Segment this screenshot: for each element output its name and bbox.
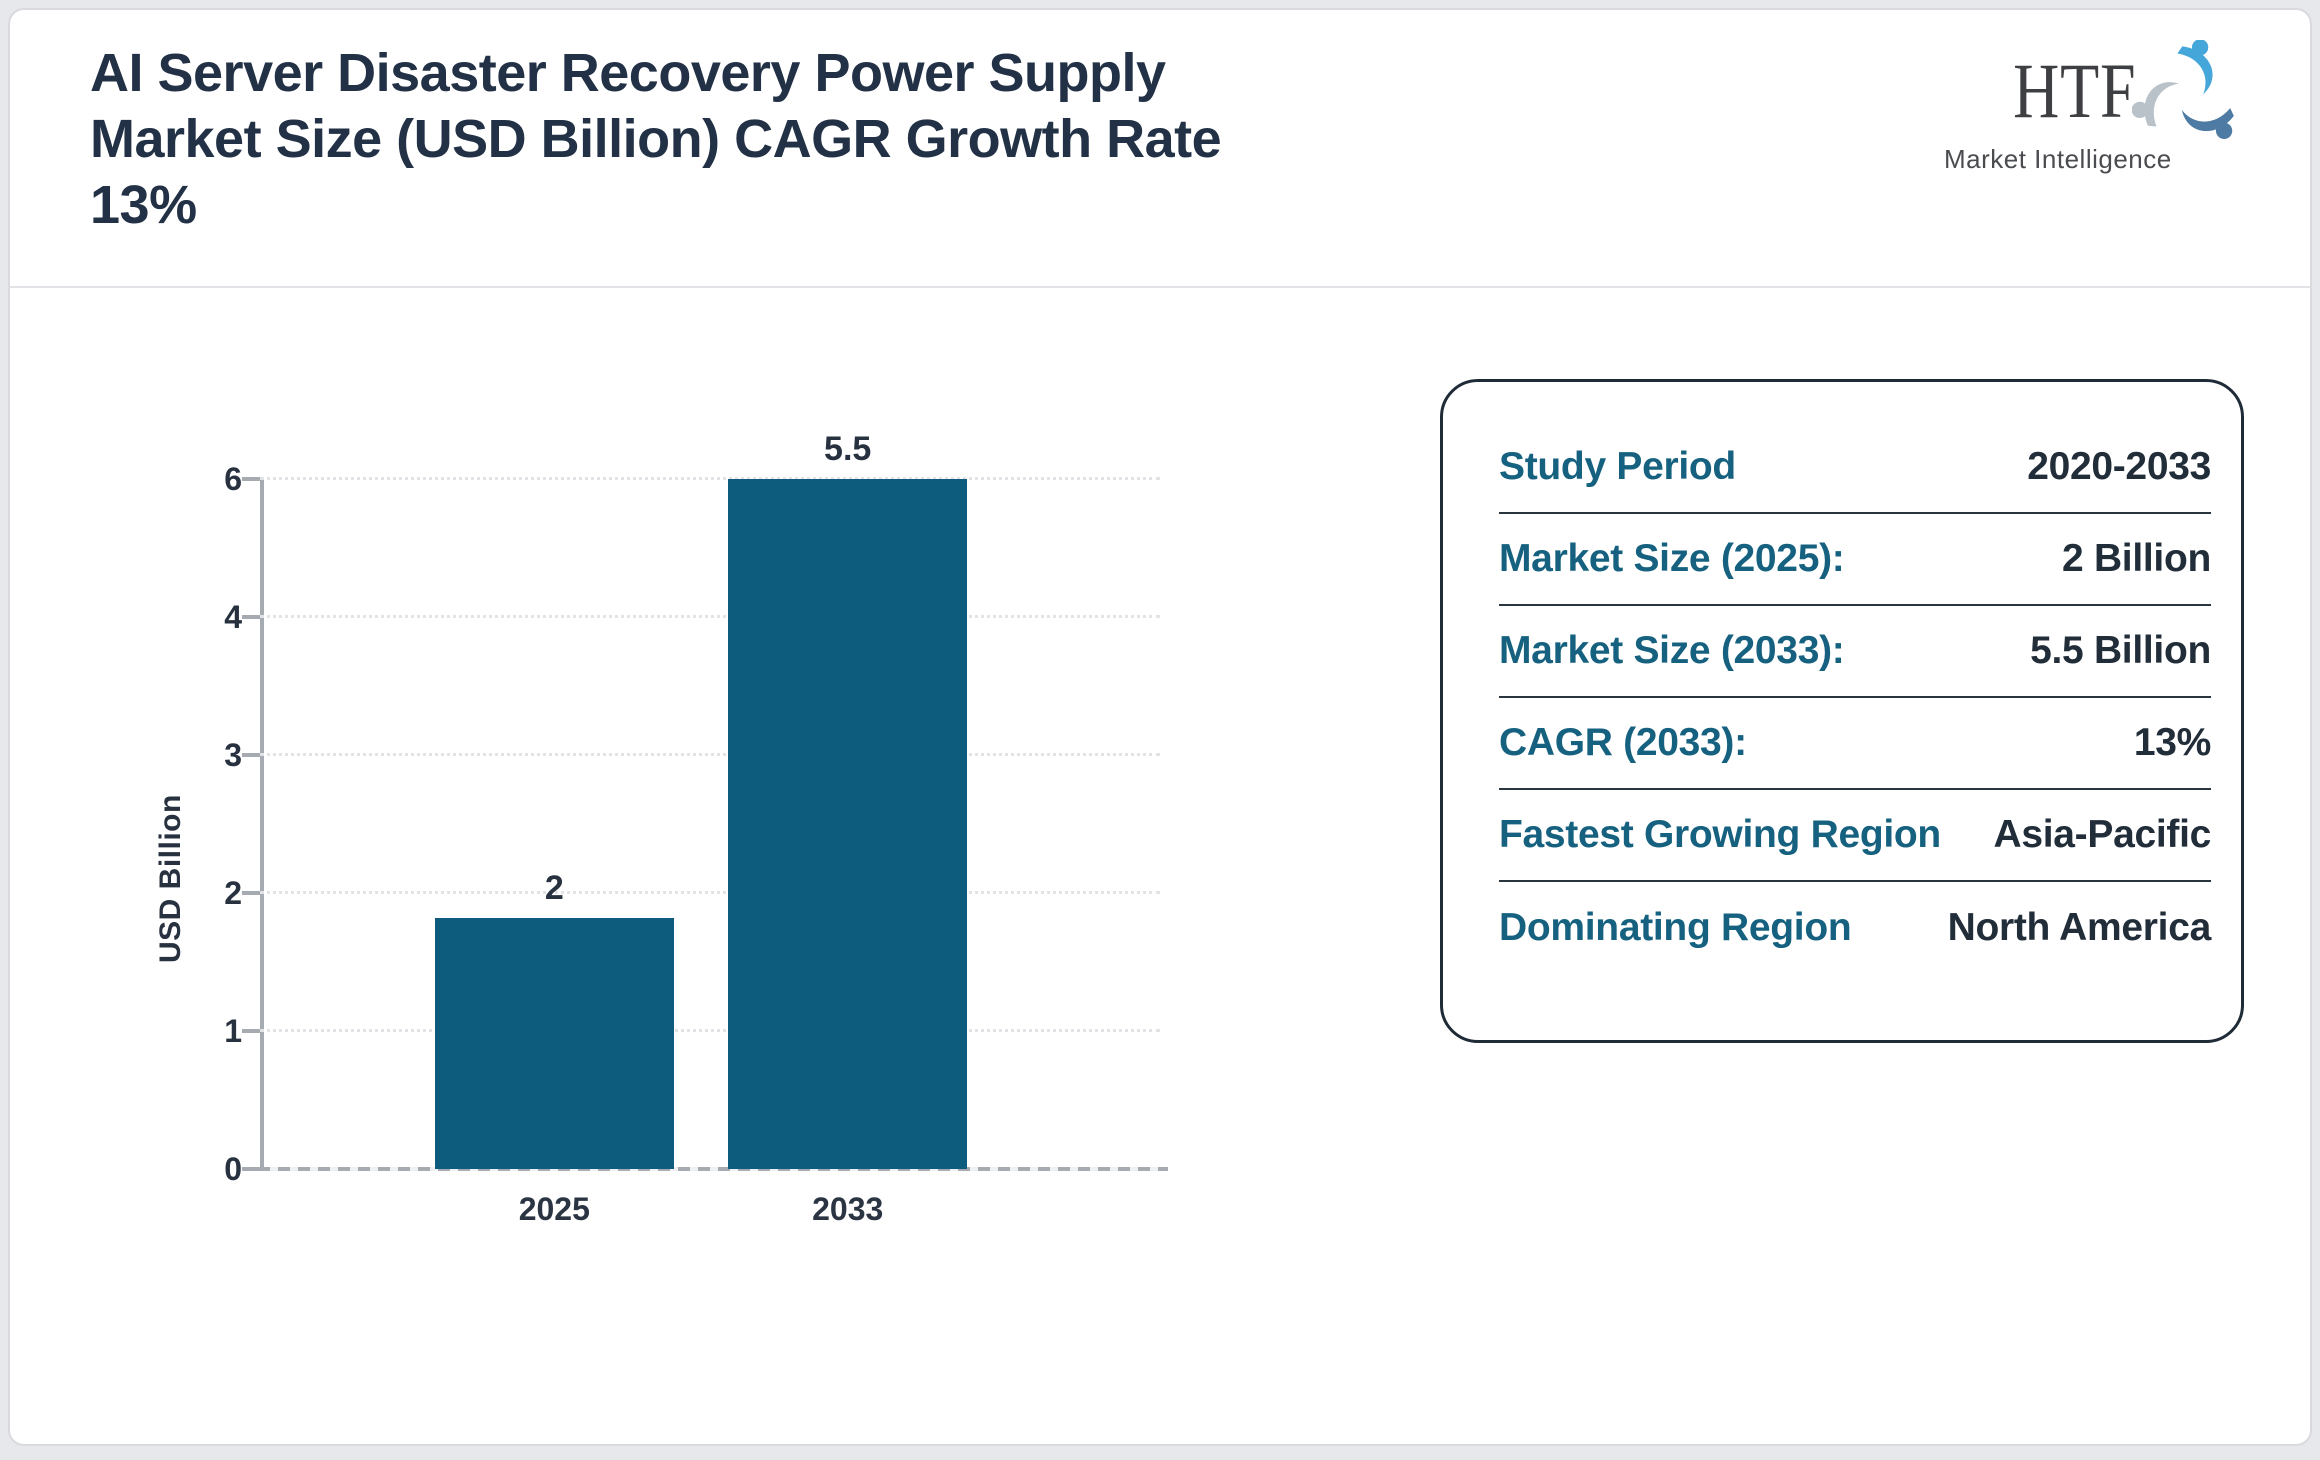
info-label-4: CAGR (2033): [1499, 721, 1747, 764]
y-axis-line [260, 479, 264, 1171]
info-row-2 [1499, 514, 2211, 606]
gridline-3 [260, 753, 1160, 756]
bar-chart [150, 410, 1260, 1270]
y-tickmark-2 [242, 891, 260, 895]
page-title-line-3: 13% [90, 175, 197, 235]
info-row-3 [1499, 606, 2211, 698]
htf-logo [1944, 40, 2244, 190]
x-axis-line [258, 1167, 1168, 1171]
y-tick-label-2: 2 [224, 875, 242, 911]
y-tickmark-0 [242, 1167, 260, 1171]
bar-2025 [435, 918, 674, 1169]
market-info-card [1440, 379, 2244, 1043]
y-tick-label-1: 1 [224, 1013, 242, 1049]
y-tickmark-3 [242, 753, 260, 757]
bar-2033 [728, 479, 967, 1169]
report-card [8, 8, 2312, 1446]
y-axis-title: USD Billion [154, 794, 187, 964]
info-value-4: 13% [2133, 721, 2211, 764]
y-tickmark-6 [242, 477, 260, 481]
logo-swirl-icon [2132, 40, 2244, 152]
logo-subtitle: Market Intelligence [1944, 144, 2172, 174]
logo-text: HTF [2012, 47, 2136, 134]
info-value-6: North America [1947, 906, 2211, 949]
info-label-6: Dominating Region [1499, 906, 1852, 949]
y-tick-label-6: 6 [224, 461, 242, 497]
info-value-5: Asia-Pacific [1993, 813, 2211, 856]
gridline-4 [260, 615, 1160, 618]
bar-value-2025: 2 [544, 869, 564, 908]
info-label-1: Study Period [1499, 445, 1736, 488]
info-row-6 [1499, 882, 2211, 974]
page-title-line-1: AI Server Disaster Recovery Power Supply [90, 43, 1166, 103]
gridline-1 [260, 1029, 1160, 1032]
info-value-1: 2020-2033 [2027, 445, 2211, 488]
plot-area [224, 430, 1160, 1227]
y-tick-label-3: 3 [224, 737, 242, 773]
page-title [90, 40, 1221, 238]
info-label-2: Market Size (2025): [1499, 537, 1845, 580]
header [10, 10, 2310, 288]
info-row-1 [1499, 422, 2211, 514]
info-row-4 [1499, 698, 2211, 790]
info-value-2: 2 Billion [2062, 537, 2211, 580]
x-tick-label-2025: 2025 [518, 1191, 590, 1227]
page-title-line-2: Market Size (USD Billion) CAGR Growth Rate [90, 109, 1222, 169]
x-tick-label-2033: 2033 [812, 1191, 884, 1227]
y-tick-label-0: 0 [224, 1151, 242, 1187]
bar-value-2033: 5.5 [824, 430, 872, 468]
info-label-5: Fastest Growing Region [1499, 813, 1941, 856]
y-tickmark-4 [242, 615, 260, 619]
info-value-3: 5.5 Billion [2030, 629, 2211, 672]
gridline-2 [260, 891, 1160, 894]
info-row-5 [1499, 790, 2211, 882]
y-tickmark-1 [242, 1029, 260, 1033]
info-label-3: Market Size (2033): [1499, 629, 1845, 672]
y-tick-label-4: 4 [224, 599, 242, 635]
logo-row [1944, 40, 2244, 152]
gridline-6 [260, 477, 1160, 480]
